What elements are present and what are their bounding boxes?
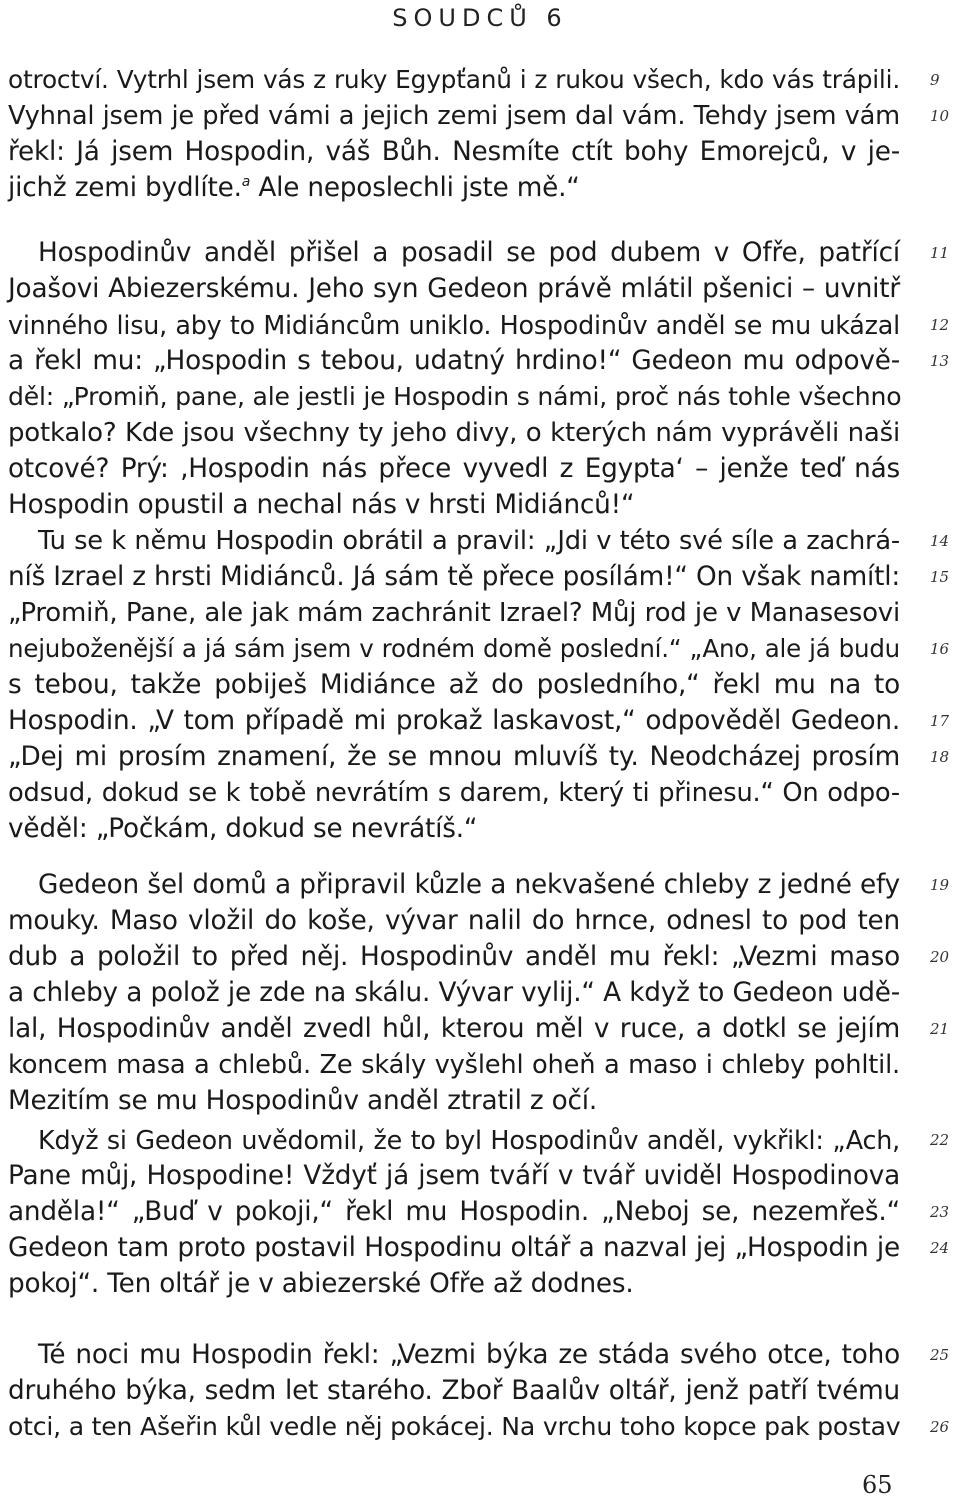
text-line: a chleby a polož je zde na skálu. Vývar vylij.“ A když to Gedeon udě-: [8, 978, 900, 1008]
text-line: „Promiň, Pane, ale jak mám zachránit Izrael? Můj rod je v Manasesovi: [8, 598, 900, 628]
running-head: SOUDCŮ 6: [392, 4, 568, 32]
verse-number: 17: [930, 712, 950, 730]
text-line: nejuboženější a já sám jsem v rodném domě poslední.“ „Ano, ale já budu: [8, 634, 900, 663]
footnote-mark[interactable]: a: [241, 174, 251, 190]
text-line: „Dej mi prosím znamení, že se mnou mluvíš ty. Neodcházej prosím: [8, 742, 900, 772]
text-line: mouky. Maso vložil do koše, vývar nalil do hrnce, odnesl to pod ten: [8, 906, 900, 936]
text-line: otcové? Prý: ‚Hospodin nás přece vyvedl z Egypta‘ – jenže teď nás: [8, 454, 900, 484]
verse-number: 24: [930, 1239, 950, 1257]
text-line: odsud, dokud se k tobě nevrátím s darem, který ti přinesu.“ On odpo-: [8, 778, 900, 808]
text-line: lal, Hospodinův anděl zvedl hůl, kterou měl v ruce, a dotkl se jejím: [8, 1014, 900, 1044]
text-line: vinného lisu, aby to Midiáncům uniklo. Hospodinův anděl se mu ukázal: [8, 310, 900, 340]
text-line: Hospodinův anděl přišel a posadil se pod dubem v Ofře, patřící: [38, 238, 900, 268]
text-line: věděl: „Počkám, dokud se nevrátíš.“: [8, 814, 478, 844]
verse-number: 18: [930, 748, 950, 766]
verse-number: 14: [930, 532, 950, 550]
text-line: pokoj“. Ten oltář je v abiezerské Ofře až dodnes.: [8, 1269, 634, 1299]
text-line: Hospodin opustil a nechal nás v hrsti Midiánců!“: [8, 490, 635, 520]
verse-number: 26: [930, 1418, 950, 1436]
text-line: Té noci mu Hospodin řekl: „Vezmi býka ze stáda svého otce, toho: [38, 1340, 900, 1370]
verse-number: 16: [930, 640, 950, 658]
verse-number: 20: [930, 948, 950, 966]
text-line: otroctví. Vytrhl jsem vás z ruky Egypťanů i z rukou všech, kdo vás trápili.: [8, 65, 900, 94]
verse-number: 9: [930, 71, 940, 89]
verse-number: 21: [930, 1020, 950, 1038]
text-line: [8, 170, 900, 206]
text-line: anděla!“ „Buď v pokoji,“ řekl mu Hospodin. „Neboj se, nezemřeš.“: [8, 1197, 900, 1227]
verse-number: 15: [930, 568, 950, 586]
verse-number: 13: [930, 352, 950, 370]
text-line: Gedeon šel domů a připravil kůzle a nekvašené chleby z jedné efy: [38, 870, 900, 900]
text-line: Pane můj, Hospodine! Vždyť já jsem tváří v tvář uviděl Hospodinova: [8, 1161, 900, 1191]
text-line: Gedeon tam proto postavil Hospodinu oltář a nazval jej „Hospodin je: [8, 1233, 900, 1263]
text-line: a řekl mu: „Hospodin s tebou, udatný hrdino!“ Gedeon mu odpově-: [8, 346, 900, 376]
verse-number: 12: [930, 316, 950, 334]
verse-number: 11: [930, 244, 950, 262]
text-line: druhého býka, sedm let starého. Zboř Baalův oltář, jenž patří tvému: [8, 1376, 900, 1406]
text-line: Joašovi Abiezerskému. Jeho syn Gedeon právě mlátil pšenici – uvnitř: [8, 274, 900, 304]
verse-number: 10: [930, 107, 950, 125]
text-line: dub a položil to před něj. Hospodinův anděl mu řekl: „Vezmi maso: [8, 942, 900, 972]
text-line: Když si Gedeon uvědomil, že to byl Hospodinův anděl, vykřikl: „Ach,: [38, 1125, 900, 1155]
text-line: otci, a ten Ašeřin kůl vedle něj pokácej. Na vrchu toho kopce pak postav: [8, 1412, 901, 1441]
text-fragment: Ale neposlechli jste mě.“: [250, 173, 580, 203]
text-line: níš Izrael z hrsti Midiánců. Já sám tě přece posílám!“ On však namítl:: [8, 562, 900, 592]
text-line: Hospodin. „V tom případě mi prokaž laskavost,“ odpověděl Gedeon.: [8, 706, 900, 736]
text-line: Tu se k němu Hospodin obrátil a pravil: „Jdi v této své síle a zachrá-: [38, 526, 900, 556]
text-line: Mezitím se mu Hospodinův anděl ztratil z očí.: [8, 1086, 598, 1116]
text-line: řekl: Já jsem Hospodin, váš Bůh. Nesmíte ctít bohy Emorejců, v je-: [8, 137, 900, 167]
text-fragment: jichž zemi bydlíte.: [8, 173, 242, 203]
text-line: koncem masa a chlebů. Ze skály vyšlehl oheň a maso i chleby pohltil.: [8, 1050, 900, 1080]
text-line: Vyhnal jsem je před vámi a jejich zemi jsem dal vám. Tehdy jsem vám: [8, 101, 900, 131]
verse-number: 19: [930, 876, 950, 894]
text-line: děl: „Promiň, pane, ale jestli je Hospodin s námi, proč nás tohle všechno: [8, 382, 902, 411]
verse-number: 23: [930, 1203, 950, 1221]
text-line: potkalo? Kde jsou všechny ty jeho divy, o kterých nám vyprávěli naši: [8, 418, 900, 448]
text-line: s tebou, takže pobiješ Midiánce až do posledního,“ řekl mu na to: [8, 670, 900, 700]
page-number: 65: [862, 1471, 893, 1499]
verse-number: 25: [930, 1346, 950, 1364]
verse-number: 22: [930, 1131, 950, 1149]
